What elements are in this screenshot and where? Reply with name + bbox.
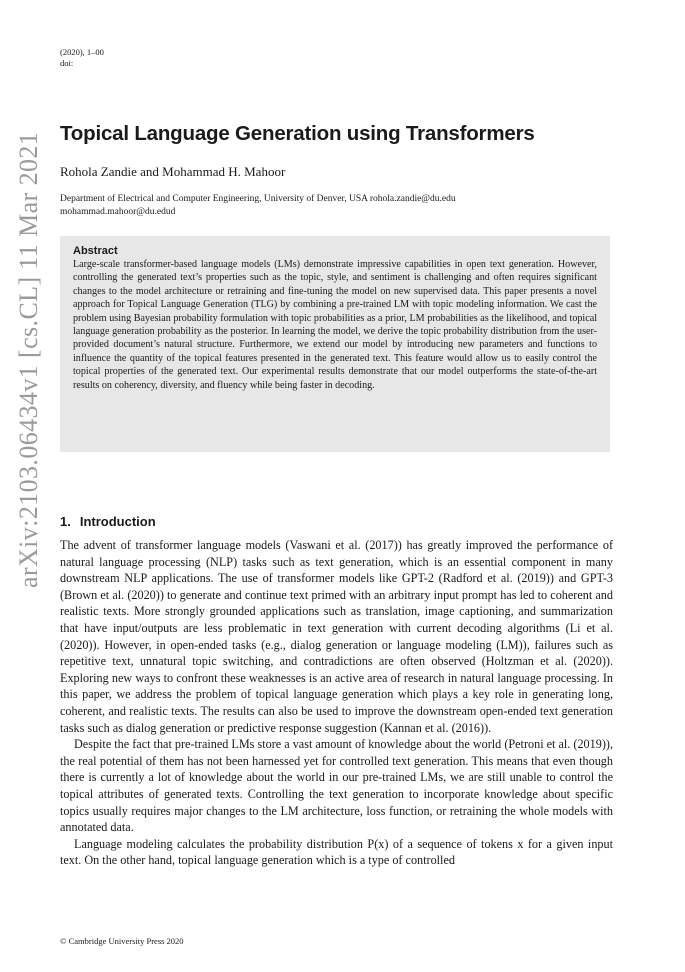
affiliation <box>60 193 600 218</box>
body-paragraph: Language modeling calculates the probability distribution P(x) of a sequence of tokens x for a given input text. On the other hand, topical language generation which is a type of controlled <box>60 836 613 868</box>
section-heading-text: Introduction <box>79 514 156 529</box>
affiliation-line: Department of Electrical and Computer Engineering, University of Denver, USA rohola.zandie@du.edu <box>60 194 456 204</box>
body-paragraph: Despite the fact that pre-trained LMs store a vast amount of knowledge about the world (Petroni et al. (2019)), the real potential of them has not been harnessed yet for controlled text generation. This means that even though there is currently a lot of knowledge about the world in our pre-trained LMs, we are still unable to control the topical attributes of generated texts. Controlling the text generation to incorporate knowledge about specific topics usually requires major changes to the LM architecture, loss function, or retraining the whole models with annotated data. <box>60 737 613 835</box>
footer-copyright: © Cambridge University Press 2020 <box>60 936 184 946</box>
abstract-text: Large-scale transformer-based language models (LMs) demonstrate impressive capabilities in open text generation. However, controlling the generated text’s properties such as the topic, style, and sentiment is challenging and often requires significant changes to the model architecture or retraining and fine-tuning the model on new supervised data. This paper presents a novel approach for Topical Language Generation (TLG) by combining a pre-trained LM with topic modeling information. We cast the problem using Bayesian probability formulation with topic probabilities as a prior, LM probabilities as the likelihood, and topical language generation probability as the posterior. In learning the model, we derive the topic probability distribution from the user-provided document’s natural structure. Furthermore, we extend our model by introducing new parameters and functions to influence the quantity of the topical features presented in the generated text. This feature would allow us to easily control the topical properties of the generated text. Our experimental results demonstrate that our model outperforms the state-of-the-art results on coherency, diversity, and fluency while being faster in decoding. <box>73 259 597 391</box>
paper-authors: Rohola Zandie and Mohammad H. Mahoor <box>60 164 286 179</box>
affiliation-email: mohammad.mahoor@du.edud <box>60 206 176 217</box>
introduction-body <box>60 537 613 869</box>
body-paragraph: The advent of transformer language models (Vaswani et al. (2017)) has greatly improved the performance of natural language processing (NLP) tasks such as text generation, which is an essential component in many downstream NLP applications. The use of transformer models like GPT-2 (Radford et al. (2019)) and GPT-3 (Brown et al. (2020)) to generate and continue text primed with an arbitrary input prompt has led to coherent and realistic texts. More strongly grounded applications such as translation, image captioning, and summarization that have input/outputs are less problematic in text generation with current decoding algorithms (Li et al. (2020)). However, in open-ended tasks (e.g., dialog generation or language modeling (LM)), failures such as repetitive text, unnatural topic switching, and contradictions are often observed (Holtzman et al. (2020)). Exploring new ways to confront these weaknesses is an active area of research in natural language processing. In this paper, we address the problem of topical language generation which plays a key role in generating long, coherent, and realistic texts. The results can also be used to improve the downstream open-ended text generation tasks such as dialog generation or predictive response suggestion (Kannan et al. (2016)). <box>60 538 613 735</box>
arxiv-identifier: arXiv:2103.06434v1 [cs.CL] 11 Mar 2021 <box>14 131 43 588</box>
abstract-heading: Abstract <box>73 245 118 257</box>
paper-title: Topical Language Generation using Transformers <box>60 122 535 145</box>
section-heading-introduction <box>60 514 156 529</box>
doi-line: doi: <box>60 58 74 68</box>
section-number: 1. <box>60 514 71 529</box>
citation-line: (2020), 1–00 <box>60 47 104 57</box>
abstract-box <box>60 236 610 452</box>
header-meta <box>60 47 104 69</box>
